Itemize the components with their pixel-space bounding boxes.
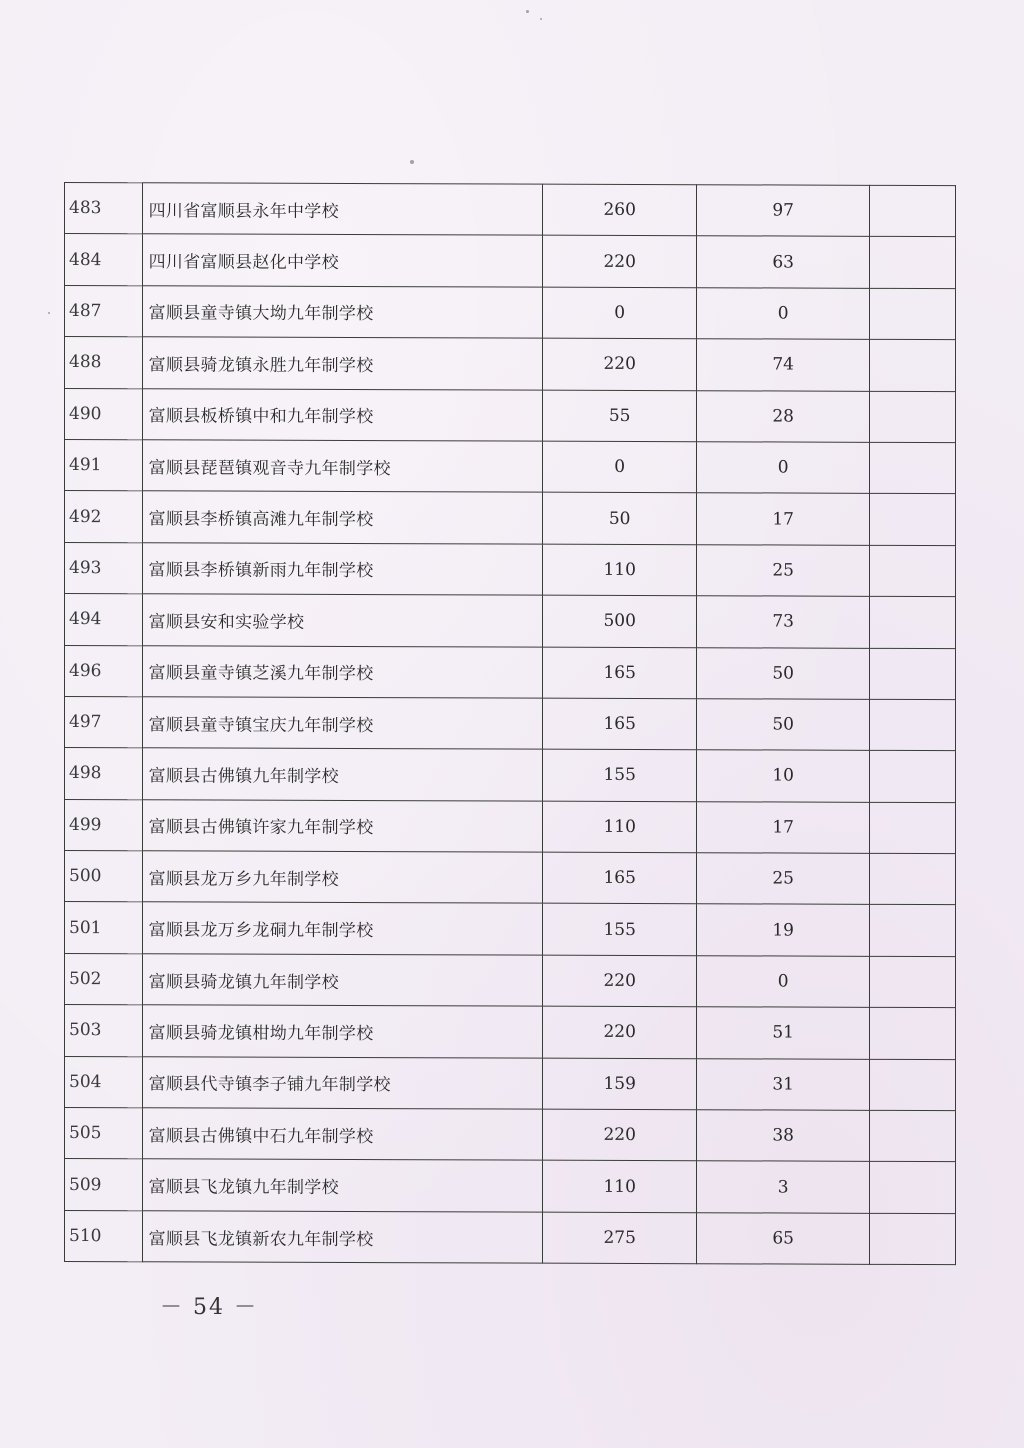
value-column-a: 220 (543, 1006, 697, 1058)
school-table-container (64, 182, 956, 1265)
school-name: 四川省富顺县永年中学校 (142, 183, 542, 236)
table-row (65, 337, 956, 392)
remarks-cell (870, 237, 956, 289)
value-column-b: 0 (697, 287, 870, 339)
row-number: 492 (65, 491, 143, 543)
remarks-cell (870, 1213, 956, 1265)
value-column-b: 25 (697, 544, 870, 596)
scan-speck (540, 18, 542, 20)
scan-speck (526, 10, 529, 13)
table-row (65, 1210, 956, 1265)
school-name: 富顺县骑龙镇永胜九年制学校 (142, 337, 542, 390)
value-column-a: 220 (543, 955, 697, 1007)
value-column-a: 0 (543, 441, 697, 493)
value-column-a: 220 (543, 1109, 697, 1161)
table-row (65, 645, 956, 700)
school-name: 富顺县童寺镇宝庆九年制学校 (142, 697, 542, 750)
school-name: 富顺县代寺镇李子铺九年制学校 (142, 1056, 542, 1109)
row-number: 504 (65, 1056, 143, 1108)
remarks-cell (870, 905, 956, 957)
value-column-b: 50 (697, 699, 870, 751)
row-number: 499 (65, 799, 143, 851)
table-row (65, 1005, 956, 1060)
value-column-b: 28 (697, 390, 870, 442)
table-row (65, 696, 956, 751)
row-number: 484 (65, 234, 143, 286)
remarks-cell (870, 1162, 956, 1214)
value-column-a: 110 (543, 544, 697, 596)
value-column-a: 0 (543, 287, 697, 339)
school-name: 富顺县童寺镇大坳九年制学校 (142, 286, 542, 339)
value-column-a: 155 (543, 749, 697, 801)
table-row (65, 388, 956, 443)
table-row (65, 1056, 956, 1111)
table-row (65, 491, 956, 546)
value-column-b: 63 (697, 236, 870, 288)
value-column-a: 159 (543, 1058, 697, 1110)
value-column-a: 165 (543, 852, 697, 904)
school-name: 富顺县古佛镇九年制学校 (142, 748, 542, 801)
row-number: 501 (65, 902, 143, 954)
table-row (65, 1108, 956, 1163)
school-name: 富顺县李桥镇新雨九年制学校 (142, 543, 542, 596)
school-name: 富顺县龙万乡龙硐九年制学校 (142, 902, 542, 955)
school-name: 富顺县古佛镇许家九年制学校 (142, 799, 542, 852)
remarks-cell (870, 545, 956, 597)
school-table (64, 182, 956, 1265)
row-number: 509 (65, 1159, 143, 1211)
row-number: 490 (65, 388, 143, 440)
table-row (65, 183, 956, 238)
row-number: 496 (65, 645, 143, 697)
table-row (65, 902, 956, 957)
remarks-cell (870, 648, 956, 700)
value-column-b: 19 (697, 904, 870, 956)
value-column-b: 25 (697, 853, 870, 905)
value-column-a: 110 (543, 801, 697, 853)
table-row (65, 953, 956, 1008)
table-row (65, 542, 956, 597)
row-number: 493 (65, 542, 143, 594)
row-number: 502 (65, 953, 143, 1005)
value-column-b: 97 (697, 185, 870, 237)
table-row (65, 594, 956, 649)
row-number: 491 (65, 439, 143, 491)
page-number: － 54 － (160, 1295, 258, 1320)
value-column-a: 165 (543, 698, 697, 750)
row-number: 494 (65, 594, 143, 646)
school-name: 富顺县骑龙镇九年制学校 (142, 954, 542, 1007)
value-column-b: 0 (697, 442, 870, 494)
school-table-body (65, 183, 956, 1265)
value-column-a: 155 (543, 904, 697, 956)
school-name: 富顺县童寺镇芝溪九年制学校 (142, 645, 542, 698)
school-name: 富顺县板桥镇中和九年制学校 (142, 388, 542, 441)
row-number: 487 (65, 285, 143, 337)
row-number: 503 (65, 1005, 143, 1057)
row-number: 488 (65, 337, 143, 389)
school-name: 富顺县飞龙镇新农九年制学校 (142, 1211, 542, 1264)
remarks-cell (870, 494, 956, 546)
remarks-cell (870, 1059, 956, 1111)
value-column-b: 65 (697, 1213, 870, 1265)
row-number: 500 (65, 851, 143, 903)
school-name: 四川省富顺县赵化中学校 (142, 234, 542, 287)
school-name: 富顺县龙万乡九年制学校 (142, 851, 542, 904)
value-column-b: 38 (697, 1110, 870, 1162)
row-number: 498 (65, 748, 143, 800)
remarks-cell (870, 339, 956, 391)
remarks-cell (870, 853, 956, 905)
remarks-cell (870, 185, 956, 237)
value-column-b: 74 (697, 339, 870, 391)
scan-speck (48, 312, 50, 314)
school-name: 富顺县琵琶镇观音寺九年制学校 (142, 440, 542, 493)
table-row (65, 1159, 956, 1214)
remarks-cell (870, 1110, 956, 1162)
row-number: 483 (65, 183, 143, 235)
remarks-cell (870, 956, 956, 1008)
value-column-b: 51 (697, 1007, 870, 1059)
school-name: 富顺县骑龙镇柑坳九年制学校 (142, 1005, 542, 1058)
school-name: 富顺县安和实验学校 (142, 594, 542, 647)
value-column-a: 500 (543, 595, 697, 647)
table-row (65, 439, 956, 494)
remarks-cell (870, 751, 956, 803)
value-column-b: 50 (697, 647, 870, 699)
value-column-a: 50 (543, 493, 697, 545)
value-column-b: 10 (697, 750, 870, 802)
table-row (65, 748, 956, 803)
value-column-b: 3 (697, 1161, 870, 1213)
value-column-a: 220 (543, 236, 697, 288)
remarks-cell (870, 288, 956, 340)
value-column-b: 31 (697, 1058, 870, 1110)
school-name: 富顺县飞龙镇九年制学校 (142, 1159, 542, 1212)
table-row (65, 851, 956, 906)
school-name: 富顺县李桥镇高滩九年制学校 (142, 491, 542, 544)
row-number: 505 (65, 1108, 143, 1160)
value-column-a: 55 (543, 390, 697, 442)
remarks-cell (870, 1008, 956, 1060)
value-column-b: 73 (697, 596, 870, 648)
value-column-a: 220 (543, 338, 697, 390)
table-row (65, 799, 956, 854)
table-row (65, 285, 956, 340)
remarks-cell (870, 699, 956, 751)
value-column-b: 17 (697, 801, 870, 853)
row-number: 497 (65, 696, 143, 748)
value-column-a: 165 (543, 647, 697, 699)
value-column-b: 0 (697, 956, 870, 1008)
remarks-cell (870, 596, 956, 648)
remarks-cell (870, 802, 956, 854)
remarks-cell (870, 391, 956, 443)
remarks-cell (870, 442, 956, 494)
school-name: 富顺县古佛镇中石九年制学校 (142, 1108, 542, 1161)
value-column-a: 275 (543, 1212, 697, 1264)
scan-speck (410, 160, 414, 164)
value-column-b: 17 (697, 493, 870, 545)
value-column-a: 260 (543, 184, 697, 236)
row-number: 510 (65, 1210, 143, 1262)
table-row (65, 234, 956, 289)
value-column-a: 110 (543, 1161, 697, 1213)
